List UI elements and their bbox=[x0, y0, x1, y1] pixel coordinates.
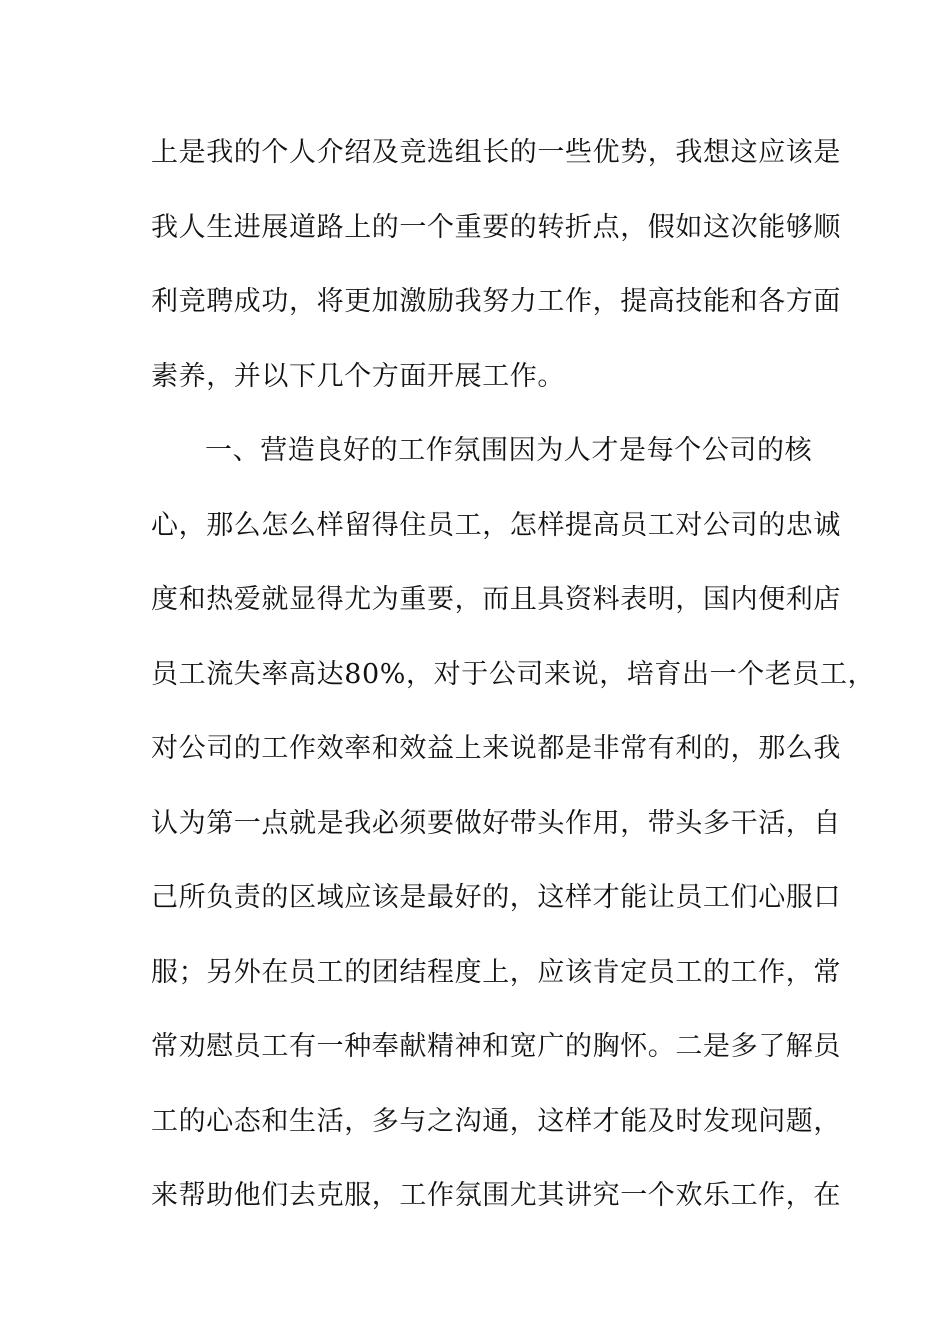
body-text bbox=[151, 130, 876, 1248]
text-line: 对公司的工作效率和效益上来说都是非常有利的，那么我 bbox=[151, 733, 841, 764]
text-line: 心，那么怎么样留得住员工，怎样提高员工对公司的忠诚 bbox=[151, 509, 841, 541]
text-line: 服；另外在员工的团结程度上，应该肯定员工的工作，常 bbox=[151, 956, 841, 988]
text-line: 来帮助他们去克服，工作氛围尤其讲究一个欢乐工作，在 bbox=[151, 1180, 841, 1211]
text-line: 度和热爱就显得尤为重要，而且具资料表明，国内便利店 bbox=[151, 584, 841, 615]
text-line: 上是我的个人介绍及竞选组长的一些优势，我想这应该是 bbox=[151, 137, 841, 168]
text-line: 素养，并以下几个方面开展工作。 bbox=[151, 360, 565, 392]
text-line: 工的心态和生活，多与之沟通，这样才能及时发现问题， bbox=[151, 1105, 841, 1137]
section-heading-line: 一、营造良好的工作氛围因为人才是每个公司的核 bbox=[205, 435, 813, 466]
text-line: 常劝慰员工有一种奉献精神和宽广的胸怀。二是多了解员 bbox=[151, 1031, 841, 1062]
text-line: 己所负责的区域应该是最好的，这样才能让员工们心服口 bbox=[151, 882, 841, 913]
text-line: 认为第一点就是我必须要做好带头作用，带头多干活，自 bbox=[151, 807, 841, 839]
text-line: 我人生进展道路上的一个重要的转折点，假如这次能够顺 bbox=[151, 211, 841, 243]
text-line: 员工流失率高达80%，对于公司来说，培育出一个老员工， bbox=[151, 658, 876, 690]
text-line: 利竞聘成功，将更加激励我努力工作，提高技能和各方面 bbox=[151, 286, 841, 317]
